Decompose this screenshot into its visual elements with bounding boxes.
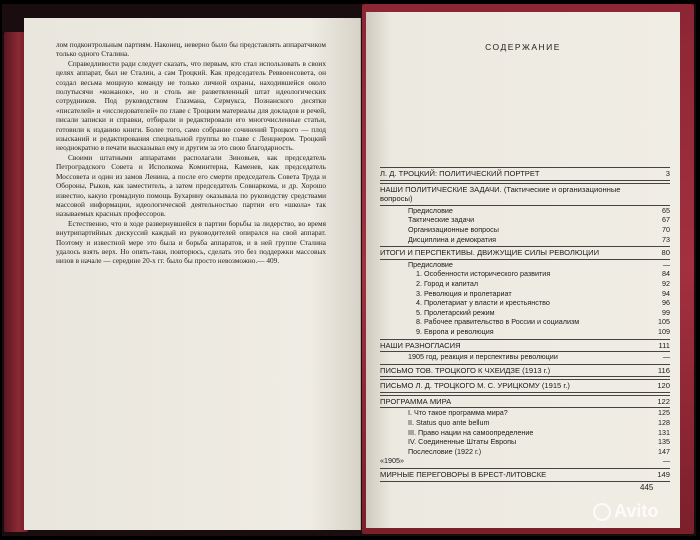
avito-logo-icon: [593, 503, 611, 521]
toc-page: 149: [657, 470, 670, 480]
toc-row: [380, 468, 670, 482]
toc-page: 73: [662, 234, 670, 244]
toc-row: [380, 327, 670, 337]
toc-title: 2. Город и капитал: [416, 278, 479, 288]
toc-row: [380, 167, 670, 181]
toc-row: [380, 269, 670, 279]
toc-title: Организационные вопросы: [408, 224, 499, 234]
toc-row: [380, 456, 670, 466]
toc-title: ИТОГИ И ПЕРСПЕКТИВЫ. ДВИЖУЩИЕ СИЛЫ РЕВОЛЮЦИИ: [380, 248, 600, 258]
toc-page: 116: [657, 365, 670, 375]
paragraph: лом подконтрольным партиям. Наконец, неверно было бы представлять аппаратчиком только одного Сталина.: [56, 40, 326, 59]
toc-title: 4. Пролетариат у власти и крестьянство: [416, 298, 550, 308]
toc-row: [380, 379, 670, 393]
avito-watermark: [593, 501, 658, 522]
toc-title: I. Что такое программа мира?: [408, 408, 508, 418]
toc-page: 105: [658, 317, 670, 327]
toc-page: 94: [662, 288, 670, 298]
toc-heading: СОДЕРЖАНИЕ: [485, 42, 561, 52]
toc-page: 92: [662, 278, 670, 288]
toc-row: [380, 215, 670, 225]
toc-page: 96: [662, 298, 670, 308]
toc-row: [380, 364, 670, 378]
toc-title: 1. Особенности исторического развития: [416, 269, 551, 279]
toc-row: [380, 408, 670, 418]
toc-row: [380, 260, 670, 270]
page-number: 445: [640, 483, 654, 492]
toc-page: 70: [662, 224, 670, 234]
toc-page: 80: [661, 248, 670, 258]
toc-page: 131: [658, 427, 670, 437]
toc-page: 128: [658, 418, 670, 428]
toc-title: III. Право нации на самоопределение: [408, 427, 534, 437]
toc-page: 99: [662, 307, 670, 317]
toc-page: 122: [657, 396, 670, 406]
toc-page: 65: [662, 205, 670, 215]
toc-row: [380, 437, 670, 447]
toc-title: ПИСЬМО Л. Д. ТРОЦКОГО М. С. УРИЦКОМУ (1915 г.): [380, 381, 570, 391]
toc-title: Предисловие: [408, 205, 453, 215]
toc-title: IV. Соединенные Штаты Европы: [408, 437, 517, 447]
toc-page: 3: [665, 169, 670, 178]
paragraph: Справедливости ради следует сказать, что первым, кто стал использовать в своих целях аппарат, был не Сталин, а сам Троцкий. Как председатель Реввоенсовета, он создал весьма мощную команду не только личной охраны, находившейся около полутысячи «кожанок», но и столь же разветвленный штат идеологических сотрудников. Под руководством Глазмана, Сермукса, Познанского десятки «писателей» и «исследователей» по главе с Троцким материалы для докладов и речей, писали записки и справки, отбирали и редактировали его многочисленные статьи, готовили к изданию книги. Более того, само собрание сочинений Троцкого — плод изысканий и редактирования специальной группы во главе с Ленцнером. Троцкий неоднократно в печати высказывал ему и другим за это свою благодарность.: [56, 58, 326, 153]
toc-row: [380, 206, 670, 216]
toc-row: [380, 428, 670, 438]
toc-row: [380, 235, 670, 245]
toc-page: 120: [657, 381, 670, 391]
table-of-contents: [380, 165, 670, 482]
toc-page: 67: [662, 215, 670, 225]
toc-title: II. Status quo ante bellum: [408, 418, 490, 428]
toc-title: 1905 год, реакция и перспективы революции: [408, 352, 558, 362]
toc-title: Л. Д. ТРОЦКИЙ: ПОЛИТИЧЕСКИЙ ПОРТРЕТ: [380, 169, 540, 178]
toc-page: —: [662, 259, 670, 269]
toc-title: 9. Европа и революция: [416, 326, 494, 336]
toc-row: [380, 352, 670, 362]
left-page-text: [56, 40, 326, 266]
toc-row: [380, 418, 670, 428]
toc-title: НАШИ ПОЛИТИЧЕСКИЕ ЗАДАЧИ. (Тактические и организационные вопросы): [380, 184, 621, 204]
toc-row: [380, 447, 670, 457]
toc-row: [380, 395, 670, 409]
toc-title: МИРНЫЕ ПЕРЕГОВОРЫ В БРЕСТ-ЛИТОВСКЕ: [380, 470, 547, 480]
toc-page: 84: [662, 269, 670, 279]
toc-title: Дисциплина и демократия: [408, 234, 496, 244]
toc-title: 5. Пролетарский режим: [416, 307, 495, 317]
paragraph: Естественно, что в ходе развернувшейся в партии борьбы за лидерство, во время внутрипартийных дискуссий каждый из руководителей опирался на свой аппарат. Поэтому и известной мере это была и борьба аппаратов, и в ней группе Сталина удалось взять верх. Но опять-таки, повторюсь, сделать это без поддержки массовых низов в начале — середине 20-х гг. было бы просто невозможно.— 409.: [56, 218, 326, 266]
toc-title: НАШИ РАЗНОГЛАСИЯ: [380, 340, 461, 350]
toc-title: Предисловие: [408, 259, 453, 269]
toc-page: 109: [658, 326, 670, 336]
toc-title: Послесловие (1922 г.): [408, 446, 482, 456]
toc-row: [380, 183, 670, 206]
paragraph: Своими штатными аппаратами располагали Зиновьев, как председатель Петроградского Совета и Исполкома Коминтерна, Каменев, как председатель Моссовета и один из замов Ленина, а после его смерти председатель Совета Труда и Обороны, Рыков, как заместитель, а затем председатель Совнаркома, и др. Хорошо известно, какую громадную помощь Бухарину оказывала по руководству средствами массовой информации, идеологической деятельностью партии его «школа» так называемых красных профессоров.: [56, 152, 326, 219]
watermark-text: Avito: [614, 501, 659, 521]
toc-page: —: [662, 456, 670, 466]
toc-title: 8. Рабочее правительство в России и социализм: [416, 317, 580, 327]
toc-page: 111: [658, 340, 670, 350]
toc-row: [380, 339, 670, 353]
toc-page: 125: [658, 408, 670, 418]
toc-row: [380, 279, 670, 289]
toc-row: [380, 308, 670, 318]
toc-row: [380, 225, 670, 235]
toc-title: 3. Революция и пролетариат: [416, 288, 512, 298]
toc-row: [380, 246, 670, 260]
toc-row: [380, 317, 670, 327]
toc-page: 147: [658, 446, 670, 456]
toc-title: Тактические задачи: [408, 215, 475, 225]
toc-page: —: [662, 352, 670, 362]
toc-row: [380, 289, 670, 299]
toc-row: [380, 298, 670, 308]
toc-title: ПИСЬМО ТОВ. ТРОЦКОГО К ЧХЕИДЗЕ (1913 г.): [380, 365, 551, 375]
toc-title: ПРОГРАММА МИРА: [380, 396, 452, 406]
toc-page: 135: [658, 437, 670, 447]
toc-title: «1905»: [380, 456, 404, 466]
